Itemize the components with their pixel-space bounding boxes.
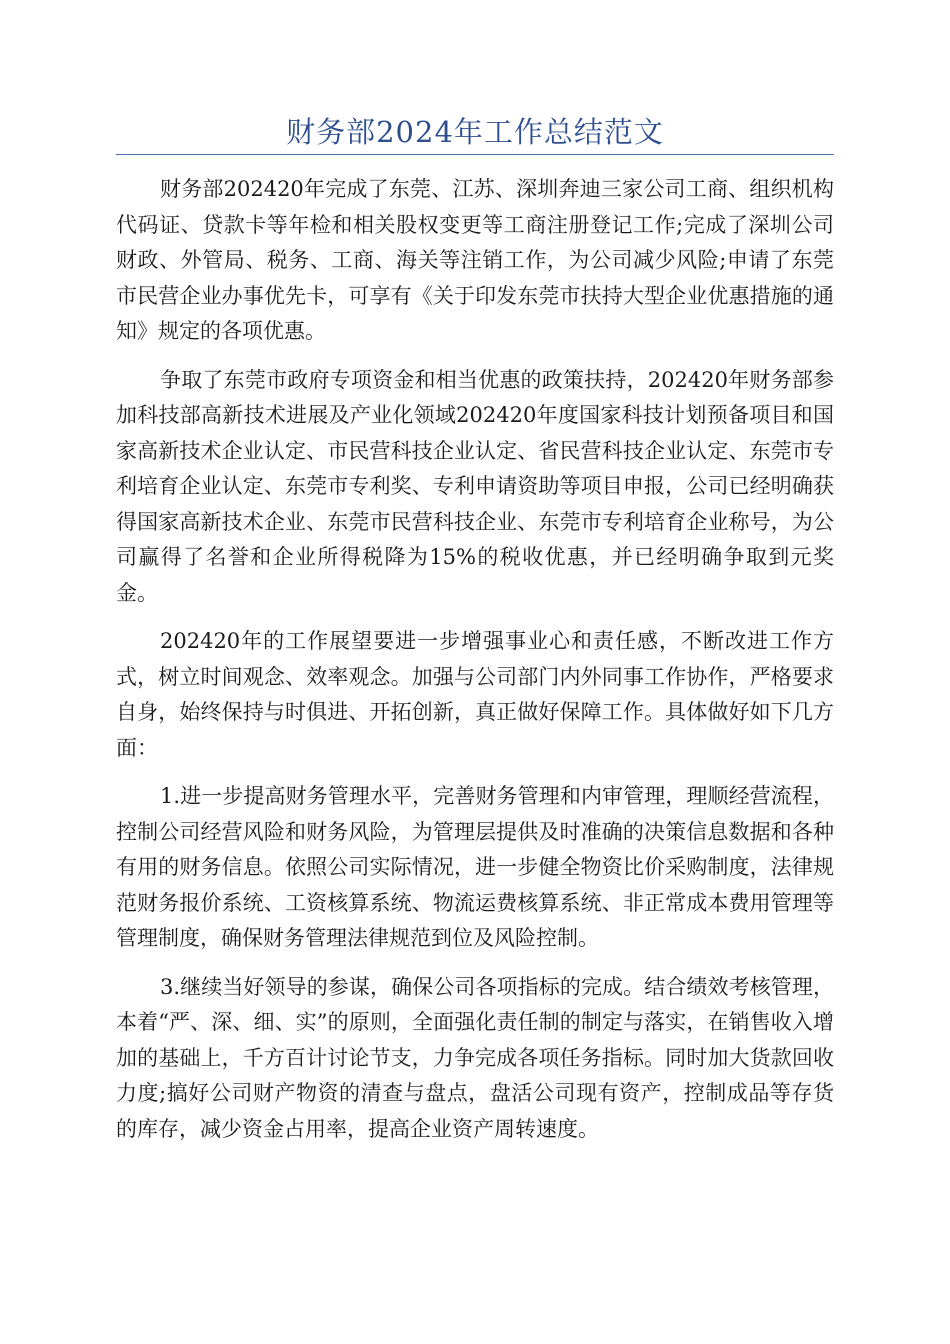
- title-divider: [116, 154, 834, 155]
- paragraph-4: 1.进一步提高财务管理水平，完善财务管理和内审管理，理顺经营流程，控制公司经营风险和财务风险，为管理层提供及时准确的决策信息数据和各种有用的财务信息。依照公司实际情况，进一步健全物资比价采购制度，法律规范财务报价系统、工资核算系统、物流运费核算系统、非正常成本费用管理等管理制度，确保财务管理法律规范到位及风险控制。: [116, 784, 834, 950]
- document-title: 财务部2024年工作总结范文: [286, 115, 664, 149]
- paragraph-2: 争取了东莞市政府专项资金和相当优惠的政策扶持，202420年财务部参加科技部高新技术进展及产业化领域202420年度国家科技计划预备项目和国家高新技术企业认定、市民营科技企业认定、省民营科技企业认定、东莞市专利培育企业认定、东莞市专利奖、专利申请资助等项目申报，公司已经明确获得国家高新技术企业、东莞市民营科技企业、东莞市专利培育企业称号，为公司赢得了名誉和企业所得税降为15%的税收优惠，并已经明确争取到元奖金。: [116, 367, 834, 605]
- paragraph-3: 202420年的工作展望要进一步增强事业心和责任感，不断改进工作方式，树立时间观念、效率观念。加强与公司部门内外同事工作协作，严格要求自身，始终保持与时俱进、开拓创新，真正做好保障工作。具体做好如下几方面：: [116, 629, 834, 760]
- document-body: [116, 172, 834, 1160]
- paragraph-1: 财务部202420年完成了东莞、江苏、深圳奔迪三家公司工商、组织机构代码证、贷款卡等年检和相关股权变更等工商注册登记工作;完成了深圳公司财政、外管局、税务、工商、海关等注销工作，为公司减少风险;申请了东莞市民营企业办事优先卡，可享有《关于印发东莞市扶持大型企业优惠措施的通知》规定的各项优惠。: [116, 177, 834, 343]
- paragraph-5: 3.继续当好领导的参谋，确保公司各项指标的完成。结合绩效考核管理，本着“严、深、细、实”的原则，全面强化责任制的制定与落实，在销售收入增加的基础上，千方百计讨论节支，力争完成各项任务指标。同时加大货款回收力度;搞好公司财产物资的清查与盘点，盘活公司现有资产，控制成品等存货的库存，减少资金占用率，提高企业资产周转速度。: [116, 974, 834, 1141]
